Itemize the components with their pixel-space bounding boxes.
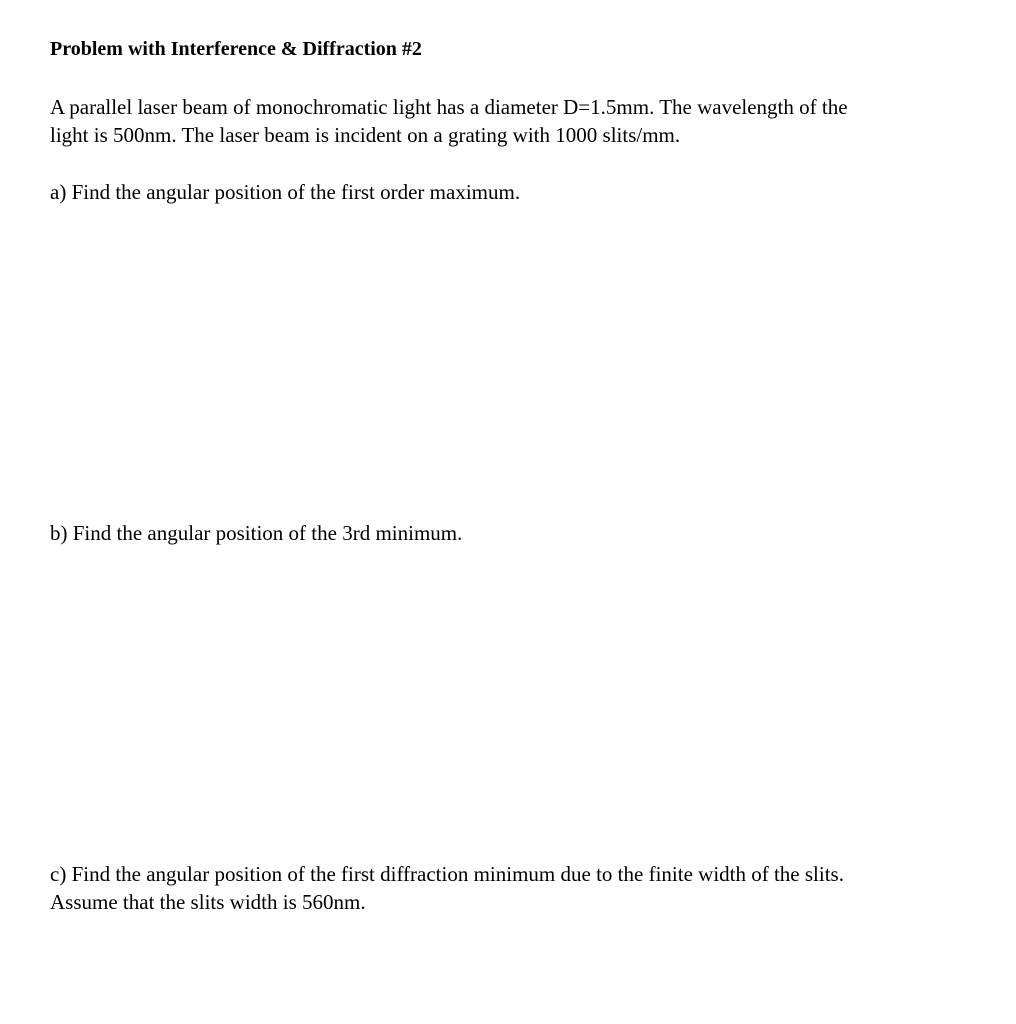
page-title: Problem with Interference & Diffraction #2: [50, 38, 422, 60]
intro-line-1: A parallel laser beam of monochromatic light has a diameter D=1.5mm. The wavelength of the: [50, 95, 848, 119]
question-c-line-1: c) Find the angular position of the first diffraction minimum due to the finite width of the slits.: [50, 862, 844, 886]
question-b: b) Find the angular position of the 3rd minimum.: [50, 521, 463, 545]
question-c-line-2: Assume that the slits width is 560nm.: [50, 890, 366, 914]
question-a: a) Find the angular position of the first order maximum.: [50, 180, 521, 204]
intro-line-2: light is 500nm. The laser beam is incident on a grating with 1000 slits/mm.: [50, 123, 681, 147]
